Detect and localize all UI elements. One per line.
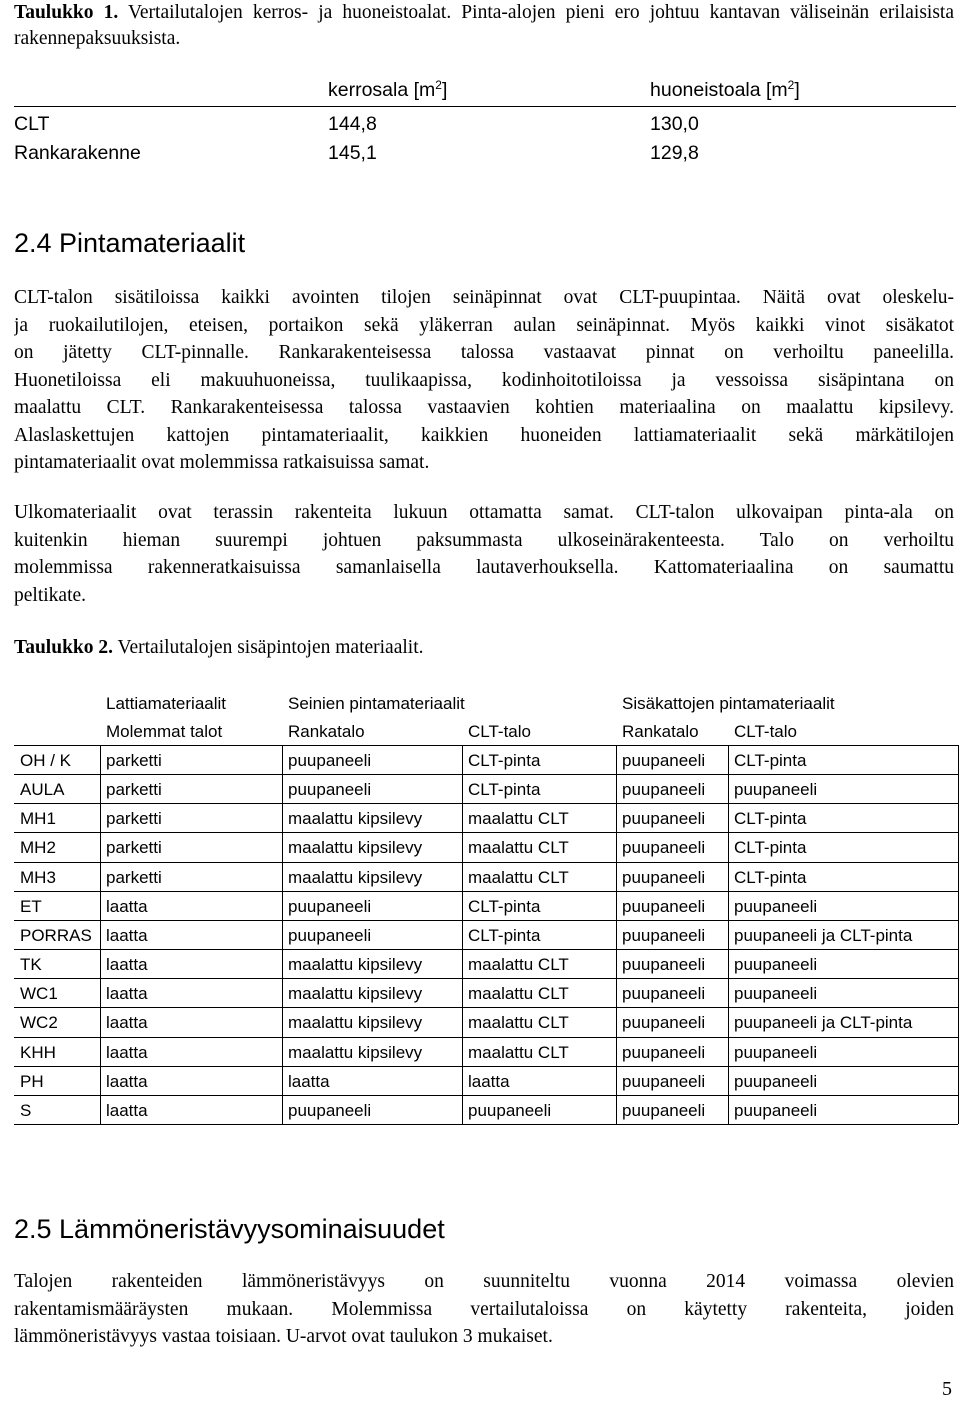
table2-cell-wall-frame: puupaneeli xyxy=(288,780,372,800)
table2-cell-wall-clt: CLT-pinta xyxy=(468,780,541,800)
table2-cell-room: ET xyxy=(20,896,42,916)
table2-cell-wall-frame: maalattu kipsilevy xyxy=(288,955,423,975)
table2-cell-floor: laatta xyxy=(106,955,148,975)
table1-header-huoneistoala: huoneistoala $[m^2]$ xyxy=(650,78,800,101)
table2-cell-room: AULA xyxy=(20,780,65,800)
table2-cell-wall-frame: puupaneeli xyxy=(288,925,372,945)
table-row xyxy=(14,1066,958,1095)
table2-cell-ceiling-clt: puupaneeli xyxy=(734,1071,818,1091)
table2-subheader-wall-frame: Rankatalo xyxy=(288,722,365,741)
paragraph-line: on jätetty CLT-pinnalle. Rankarakenteisessa talossa vastaavat pinnat on verhoiltu paneelilla. xyxy=(14,342,954,363)
table2-cell-ceiling-frame: puupaneeli xyxy=(622,867,706,887)
table2-cell-room: WC1 xyxy=(20,984,58,1004)
table1-row-huoneistoala: 130,0 xyxy=(650,113,699,135)
table2-cell-ceiling-frame: puupaneeli xyxy=(622,780,706,800)
table1-row-name: Rankarakenne xyxy=(14,142,141,164)
table2-cell-ceiling-frame: puupaneeli xyxy=(622,1071,706,1091)
table2-cell-ceiling-frame: puupaneeli xyxy=(622,809,706,829)
table2-cell-floor: laatta xyxy=(106,1100,148,1120)
table2-cell-wall-clt: maalattu CLT xyxy=(468,984,569,1004)
table-row-divider xyxy=(14,1095,958,1096)
section-heading: 2.5 Lämmöneristävyysominaisuudet xyxy=(14,1214,445,1244)
table2-cell-room: MH2 xyxy=(20,838,56,858)
table2-cell-ceiling-clt: puupaneeli xyxy=(734,984,818,1004)
table2-cell-wall-frame: maalattu kipsilevy xyxy=(288,1042,423,1062)
table2-cell-floor: laatta xyxy=(106,1013,148,1033)
table2-cell-ceiling-frame: puupaneeli xyxy=(622,984,706,1004)
paragraph-line: kuitenkin hieman suurempi johtuen paksummasta ulkoseinärakenteesta. Talo on verhoiltu xyxy=(14,529,954,551)
table-row-divider xyxy=(14,1037,958,1038)
paragraph-line: Ulkomateriaalit ovat terassin rakenteita lukuun ottamatta samat. CLT-talon ulkovaipan pinta-ala on xyxy=(14,502,954,523)
table2-cell-ceiling-frame: puupaneeli xyxy=(622,1013,706,1033)
table2-cell-wall-clt: maalattu CLT xyxy=(468,867,569,887)
table-row xyxy=(14,1037,958,1066)
table2-caption xyxy=(14,635,424,661)
table2-cell-wall-frame: maalattu kipsilevy xyxy=(288,867,423,887)
table-column-divider xyxy=(616,745,617,1124)
table-column-divider xyxy=(100,745,101,1124)
table2-cell-wall-clt: CLT-pinta xyxy=(468,925,541,945)
table2-cell-room: TK xyxy=(20,955,42,975)
table-column-divider xyxy=(462,745,463,1124)
table2-cell-room: OH / K xyxy=(20,751,72,770)
table2-cell-wall-frame: puupaneeli xyxy=(288,1100,372,1120)
table2-cell-wall-frame: maalattu kipsilevy xyxy=(288,838,423,858)
table-row xyxy=(14,920,958,949)
table-row-divider xyxy=(14,1124,958,1125)
table2-cell-floor: laatta xyxy=(106,896,148,916)
table-row xyxy=(14,803,958,832)
paragraph-line: CLT-talon sisätiloissa kaikki avointen tilojen seinäpinnat ovat CLT-puupintaa. Näitä ovat oleskelu- xyxy=(14,287,954,308)
table-row-divider xyxy=(14,920,958,921)
table2-cell-wall-frame: maalattu kipsilevy xyxy=(288,809,423,829)
table-row-divider xyxy=(14,745,958,746)
table2-cell-wall-clt: CLT-pinta xyxy=(468,896,541,916)
table2-cell-ceiling-clt: CLT-pinta xyxy=(734,809,807,829)
table2-cell-floor: parketti xyxy=(106,751,162,770)
table2-cell-room: PH xyxy=(20,1071,44,1091)
table2-header-ceiling: Sisäkattojen pintamateriaalit xyxy=(622,694,835,713)
table-row-divider xyxy=(14,949,958,950)
table2-subheader-ceiling-clt: CLT-talo xyxy=(734,722,797,741)
table2-subheader-floor: Molemmat talot xyxy=(106,722,223,741)
table2-cell-ceiling-clt: CLT-pinta xyxy=(734,867,807,887)
table2-cell-floor: parketti xyxy=(106,867,162,887)
table2-cell-ceiling-frame: puupaneeli xyxy=(622,955,706,975)
table2-subheader-ceiling-frame: Rankatalo xyxy=(622,722,699,741)
table2-cell-ceiling-frame: puupaneeli xyxy=(622,751,706,770)
table2-cell-ceiling-frame: puupaneeli xyxy=(622,925,706,945)
table1-row-kerrosala: 144,8 xyxy=(328,113,377,135)
table2-cell-floor: parketti xyxy=(106,780,162,800)
paragraph-line: rakentamismääräysten mukaan. Molemmissa vertailutaloissa on käytetty rakenteita, joiden xyxy=(14,1298,954,1320)
table-row xyxy=(14,862,958,891)
table-row xyxy=(14,832,958,861)
table2-cell-wall-clt: puupaneeli xyxy=(468,1100,552,1120)
table2-cell-room: PORRAS xyxy=(20,925,92,945)
table-row-divider xyxy=(14,803,958,804)
table2-cell-wall-clt: CLT-pinta xyxy=(468,751,541,770)
table2-cell-wall-frame: maalattu kipsilevy xyxy=(288,984,423,1004)
table1-caption-label: Taulukko 1. xyxy=(14,2,119,23)
table-row-divider xyxy=(14,832,958,833)
table2-cell-ceiling-clt: puupaneeli ja CLT-pinta xyxy=(734,1013,913,1033)
table-row xyxy=(14,949,958,978)
table-row xyxy=(14,891,958,920)
table2-cell-ceiling-frame: puupaneeli xyxy=(622,1042,706,1062)
table2-cell-ceiling-clt: puupaneeli ja CLT-pinta xyxy=(734,925,913,945)
paragraph-exterior-materials xyxy=(14,499,954,609)
table-row xyxy=(14,745,958,774)
table2-caption-text: Vertailutalojen sisäpintojen materiaalit. xyxy=(117,637,424,658)
table-row-divider xyxy=(14,891,958,892)
table1-row-kerrosala: 145,1 xyxy=(328,142,377,164)
table-column-divider xyxy=(282,745,283,1124)
table2-cell-floor: laatta xyxy=(106,1071,148,1091)
table2-cell-ceiling-clt: CLT-pinta xyxy=(734,838,807,858)
table-row xyxy=(14,1007,958,1036)
table2-cell-wall-clt: maalattu CLT xyxy=(468,1013,569,1033)
table1-caption-text: Vertailutalojen kerros- ja huoneistoalat. Pinta-alojen pieni ero johtuu kantavan väliseinän erilaisista rakennepaksuuksista. xyxy=(14,2,954,49)
paragraph-line: maalattu CLT. Rankarakenteisessa talossa vastaavien kohtien materiaalina on maalattu kipsilevy. xyxy=(14,397,954,418)
table2-cell-wall-clt: laatta xyxy=(468,1071,510,1091)
table2-caption-label: Taulukko 2. xyxy=(14,637,114,658)
table2-header-wall: Seinien pintamateriaalit xyxy=(288,694,465,713)
paragraph-line: Alaslaskettujen kattojen pintamateriaalit, kaikkien huoneiden lattiamateriaalit sekä märkätilojen xyxy=(14,424,954,446)
paragraph-line: Talojen rakenteiden lämmöneristävyys on suunniteltu vuonna 2014 voimassa olevien xyxy=(14,1271,954,1292)
table-row-divider xyxy=(14,774,958,775)
paragraph-line: molemmissa rakenneratkaisuissa samanlaisella lautaverhouksella. Kattomateriaalina on saumattu xyxy=(14,557,954,578)
table2-cell-wall-clt: maalattu CLT xyxy=(468,809,569,829)
table2-cell-room: KHH xyxy=(20,1042,56,1062)
table1-row-name: CLT xyxy=(14,113,50,135)
table1-caption xyxy=(14,0,954,52)
paragraph-line: lämmöneristävyys vastaa toisiaan. U-arvot ovat taulukon 3 mukaiset. xyxy=(14,1326,553,1347)
table-row-divider xyxy=(14,862,958,863)
table1-row-huoneistoala: 129,8 xyxy=(650,142,699,164)
table2-cell-wall-frame: puupaneeli xyxy=(288,751,372,770)
table2-cell-ceiling-clt: puupaneeli xyxy=(734,896,818,916)
table2-cell-wall-clt: maalattu CLT xyxy=(468,1042,569,1062)
table2-cell-ceiling-clt: puupaneeli xyxy=(734,780,818,800)
paragraph-line: pintamateriaalit ovat molemmissa ratkaisuissa samat. xyxy=(14,452,430,473)
table2-cell-floor: laatta xyxy=(106,984,148,1004)
table2-cell-floor: parketti xyxy=(106,838,162,858)
table-column-divider xyxy=(958,745,959,1124)
table2-cell-room: WC2 xyxy=(20,1013,58,1033)
table-row-divider xyxy=(14,1066,958,1067)
paragraph-line: peltikate. xyxy=(14,584,87,606)
table2-cell-floor: parketti xyxy=(106,809,162,829)
table2-cell-ceiling-clt: puupaneeli xyxy=(734,955,818,975)
paragraph-thermal-insulation xyxy=(14,1268,954,1351)
table2-cell-ceiling-clt: CLT-pinta xyxy=(734,751,807,770)
section-heading: 2.4 Pintamateriaalit xyxy=(14,228,246,258)
table2-cell-floor: laatta xyxy=(106,925,148,945)
table-row xyxy=(14,774,958,803)
table2-cell-room: MH3 xyxy=(20,867,56,887)
table-row-divider xyxy=(14,978,958,979)
table2-cell-ceiling-clt: puupaneeli xyxy=(734,1042,818,1062)
table1-divider xyxy=(14,106,956,107)
paragraph-line: ja ruokailutilojen, eteisen, portaikon sekä yläkerran aulan seinäpinnat. Myös kaikki vinot sisäkatot xyxy=(14,314,954,336)
table2-cell-wall-frame: puupaneeli xyxy=(288,896,372,916)
table2-cell-room: MH1 xyxy=(20,809,56,829)
table2-cell-wall-frame: maalattu kipsilevy xyxy=(288,1013,423,1033)
table1-header-kerrosala: kerrosala $[m^2]$ xyxy=(328,78,448,101)
table2-cell-room: S xyxy=(20,1100,32,1120)
table2-cell-wall-clt: maalattu CLT xyxy=(468,955,569,975)
paragraph-line: Huonetiloissa eli makuuhuoneissa, tuulikaapissa, kodinhoitotiloissa ja vessoissa sisäpintana on xyxy=(14,369,954,391)
table-row-divider xyxy=(14,1007,958,1008)
table2-subheader-wall-clt: CLT-talo xyxy=(468,722,531,741)
table2-cell-floor: laatta xyxy=(106,1042,148,1062)
table2-header-floor: Lattiamateriaalit xyxy=(106,694,227,713)
table-column-divider xyxy=(728,745,729,1124)
table-row xyxy=(14,978,958,1007)
table2-cell-ceiling-frame: puupaneeli xyxy=(622,838,706,858)
table2-cell-wall-frame: laatta xyxy=(288,1071,330,1091)
page-number: 5 xyxy=(942,1378,952,1400)
table2-cell-ceiling-frame: puupaneeli xyxy=(622,1100,706,1120)
table2-cell-ceiling-frame: puupaneeli xyxy=(622,896,706,916)
table2-cell-ceiling-clt: puupaneeli xyxy=(734,1100,818,1120)
table-row xyxy=(14,1095,958,1124)
paragraph-surface-materials xyxy=(14,284,954,477)
table2-cell-wall-clt: maalattu CLT xyxy=(468,838,569,858)
